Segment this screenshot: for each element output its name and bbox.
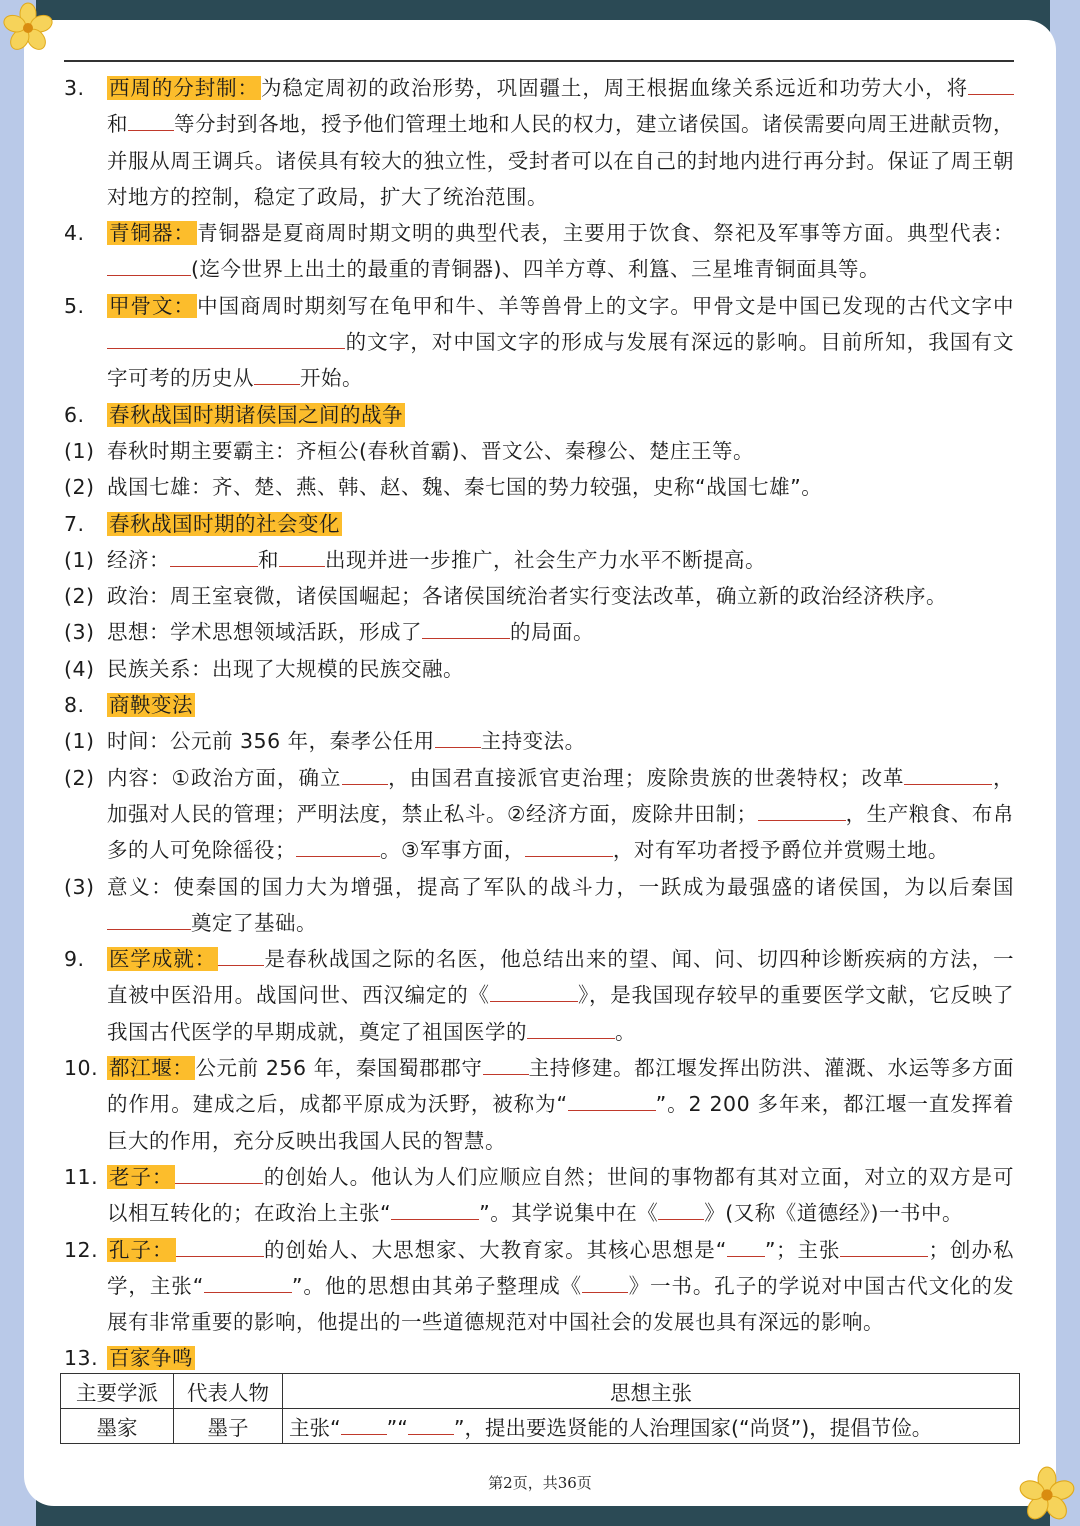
item-8-2 xyxy=(64,760,1014,869)
table-cell-school: 墨家 xyxy=(61,1409,174,1444)
item-number: (4) xyxy=(64,656,95,681)
fill-blank[interactable] xyxy=(582,1271,628,1293)
item-number: (3) xyxy=(64,874,95,899)
item-number: 7. xyxy=(64,511,85,536)
schools-table xyxy=(60,1373,1020,1444)
item-text: 。③军事方面， xyxy=(380,838,525,863)
table-header: 思想主张 xyxy=(283,1374,1020,1409)
item-text: 和 xyxy=(107,112,128,137)
item-text: 和 xyxy=(258,547,279,572)
item-text: 为稳定周初的政治形势，巩固疆土，周王根据血缘关系远近和功劳大小，将 xyxy=(260,76,969,100)
item-heading: 医学成就： xyxy=(109,947,217,972)
item-heading: 西周的分封制： xyxy=(109,76,259,100)
item-text: 公元前 256 年，秦国蜀郡郡守 xyxy=(195,1056,483,1081)
item-13 xyxy=(64,1340,1014,1376)
item-number: (2) xyxy=(64,584,95,609)
item-text: 出现并进一步推广，社会生产力水平不断提高。 xyxy=(325,547,766,572)
item-6 xyxy=(64,397,1014,433)
fill-blank[interactable] xyxy=(296,836,380,858)
cell-text: ”“ xyxy=(386,1416,408,1440)
fill-blank[interactable] xyxy=(422,618,510,640)
item-7 xyxy=(64,506,1014,542)
item-6-2 xyxy=(64,469,1014,505)
item-number: (1) xyxy=(64,547,95,572)
item-text: 是春秋战国之际的名医，他总结出来的望、闻、问、切四种诊断疾病的方法，一直被中医沿用。战国问世、西汉编定的《 xyxy=(107,947,1014,1008)
item-number: (2) xyxy=(64,765,95,790)
item-heading: 甲骨文： xyxy=(109,293,196,318)
fill-blank[interactable] xyxy=(107,328,345,350)
fill-blank[interactable] xyxy=(279,545,325,567)
item-heading: 都江堰： xyxy=(109,1056,194,1081)
fill-blank[interactable] xyxy=(525,836,613,858)
fill-blank[interactable] xyxy=(176,1235,264,1257)
fill-blank[interactable] xyxy=(840,1235,928,1257)
item-12 xyxy=(64,1232,1014,1341)
item-number: 12. xyxy=(64,1237,99,1262)
fill-blank[interactable] xyxy=(435,727,481,749)
fill-blank[interactable] xyxy=(568,1090,656,1112)
item-7-2 xyxy=(64,578,1014,614)
fill-blank[interactable] xyxy=(968,74,1014,96)
fill-blank[interactable] xyxy=(490,981,578,1003)
item-number: 3. xyxy=(64,76,85,100)
fill-blank[interactable] xyxy=(527,1017,615,1039)
item-text: 青铜器是夏商周时期文明的典型代表，主要用于饮食、祭祀及军事等方面。典型代表： xyxy=(197,221,1015,246)
fill-blank[interactable] xyxy=(254,364,300,386)
item-number: 9. xyxy=(64,947,85,972)
table-header: 主要学派 xyxy=(61,1374,174,1409)
section-heading: 春秋战国时期诸侯国之间的战争 xyxy=(109,402,403,427)
item-text: 奠定了基础。 xyxy=(191,910,317,935)
item-text: 的局面。 xyxy=(510,620,594,645)
item-9 xyxy=(64,941,1014,1050)
item-7-1 xyxy=(64,542,1014,578)
section-heading: 商鞅变法 xyxy=(109,693,193,718)
item-text: 中国商周时期刻写在龟甲和牛、羊等兽骨上的文字。甲骨文是中国已发现的古代文字中 xyxy=(197,293,1015,318)
fill-blank[interactable] xyxy=(483,1054,529,1076)
flower-decoration-top-left xyxy=(2,2,54,54)
table-header-row xyxy=(61,1374,1020,1409)
item-text: 政治：周王室衰微，诸侯国崛起；各诸侯国统治者实行变法改革，确立新的政治经济秩序。 xyxy=(107,584,947,609)
item-text: 民族关系：出现了大规模的民族交融。 xyxy=(107,656,464,681)
item-text: 开始。 xyxy=(300,366,363,391)
item-text: 的文字，对中国文字的形成与发展有深远的影响。目前所知，我国有文字可考的历史从 xyxy=(107,330,1014,391)
item-text: ，生产粮食、布帛多的人可免除徭役； xyxy=(107,801,1014,863)
item-text: ；创办私学，主张“ xyxy=(107,1237,1015,1298)
item-text: ，由国君直接派官吏治理；废除贵族的世袭特权；改革 xyxy=(387,765,905,790)
item-heading: 青铜器： xyxy=(109,221,196,246)
fill-blank[interactable] xyxy=(218,945,264,967)
fill-blank[interactable] xyxy=(408,1414,454,1436)
item-text: 等分封到各地，授予他们管理土地和人民的权力，建立诸侯国。诸侯需要向周王进献贡物，并服从周王调兵。诸侯具有较大的独立性，受封者可以在自己的封地内进行再分封。保证了周王朝对地方的控制，稳定了政局，扩大了统治范围。 xyxy=(107,112,1014,209)
item-text: ”。2 200 多年来，都江堰一直发挥着巨大的作用，充分反映出我国人民的智慧。 xyxy=(107,1092,1014,1153)
item-text: 的创始人。他认为人们应顺应自然；世间的事物都有其对立面，对立的双方是可以相互转化的；在政治上主张“ xyxy=(107,1164,1014,1226)
table-row xyxy=(61,1409,1020,1444)
item-3 xyxy=(64,70,1014,215)
header-rule xyxy=(64,60,1014,62)
item-11 xyxy=(64,1159,1014,1232)
item-text: 》一书。孔子的学说对中国古代文化的发展有非常重要的影响，他提出的一些道德规范对中国社会的发展也具有深远的影响。 xyxy=(107,1273,1014,1335)
item-text: 》(又称《道德经》)一书中。 xyxy=(704,1201,963,1226)
item-number: 11. xyxy=(64,1164,99,1189)
table-cell-idea xyxy=(283,1409,1020,1444)
fill-blank[interactable] xyxy=(107,255,191,277)
fill-blank[interactable] xyxy=(204,1271,292,1293)
item-text: 时间：公元前 356 年，秦孝公任用 xyxy=(107,729,435,754)
fill-blank[interactable] xyxy=(758,799,846,821)
item-text: ”。他的思想由其弟子整理成《 xyxy=(291,1273,583,1298)
item-text: 主持修建。都江堰发挥出防洪、灌溉、水运等多方面的作用。建成之后，成都平原成为沃野，被称为“ xyxy=(107,1056,1015,1117)
item-number: 4. xyxy=(64,221,85,246)
fill-blank[interactable] xyxy=(170,545,258,567)
cell-text: ”，提出要选贤能的人治理国家(“尚贤”)，提倡节俭。 xyxy=(453,1416,933,1440)
item-number: (2) xyxy=(64,475,95,500)
item-text: 主持变法。 xyxy=(480,729,586,754)
item-text: ，加强对人民的管理；严明法度，禁止私斗。②经济方面，废除井田制； xyxy=(107,765,1015,826)
item-heading: 老子： xyxy=(109,1164,174,1189)
item-text: 战国七雄：齐、楚、燕、韩、赵、魏、秦七国的势力较强，史称“战国七雄”。 xyxy=(107,475,823,500)
item-6-1 xyxy=(64,433,1014,469)
fill-blank[interactable] xyxy=(658,1199,704,1221)
item-text: ”。其学说集中在《 xyxy=(479,1201,659,1226)
item-text: ，对有军功者授予爵位并赏赐土地。 xyxy=(612,838,949,863)
item-text: 思想：学术思想领域活跃，形成了 xyxy=(107,620,422,645)
item-text: 经济： xyxy=(107,547,170,572)
item-7-3 xyxy=(64,614,1014,650)
item-number: (3) xyxy=(64,620,95,645)
fill-blank[interactable] xyxy=(128,110,174,132)
section-heading: 百家争鸣 xyxy=(109,1346,193,1371)
item-number: 13. xyxy=(64,1346,99,1371)
table-cell-person: 墨子 xyxy=(174,1409,283,1444)
section-heading: 春秋战国时期的社会变化 xyxy=(109,511,340,536)
item-number: 6. xyxy=(64,402,85,427)
fill-blank[interactable] xyxy=(341,1414,387,1436)
item-text: 》，是我国现存较早的重要医学文献，它反映了我国古代医学的早期成就，奠定了祖国医学的 xyxy=(107,983,1015,1044)
fill-blank[interactable] xyxy=(391,1199,479,1221)
item-text: 内容：①政治方面，确立 xyxy=(107,765,342,790)
fill-blank[interactable] xyxy=(342,763,388,785)
cell-text: 主张“ xyxy=(289,1416,341,1440)
item-heading: 孔子： xyxy=(109,1237,174,1262)
item-text: ”；主张 xyxy=(764,1237,841,1262)
item-text: 意义：使秦国的国力大为增强，提高了军队的战斗力，一跃成为最强盛的诸侯国，为以后秦国 xyxy=(107,874,1014,899)
item-text: 春秋时期主要霸主：齐桓公(春秋首霸)、晋文公、秦穆公、楚庄王等。 xyxy=(107,438,754,463)
item-number: 8. xyxy=(64,693,85,718)
item-10 xyxy=(64,1050,1014,1159)
item-5 xyxy=(64,288,1014,397)
page-number-footer: 第2页，共36页 xyxy=(488,1474,592,1492)
item-4 xyxy=(64,215,1014,288)
item-number: (1) xyxy=(64,438,95,463)
table-header: 代表人物 xyxy=(174,1374,283,1409)
fill-blank[interactable] xyxy=(727,1235,765,1257)
item-number: 10. xyxy=(64,1056,99,1081)
item-7-4 xyxy=(64,651,1014,687)
item-text: 的创始人、大思想家、大教育家。其核心思想是“ xyxy=(263,1237,727,1262)
item-text: 。 xyxy=(615,1019,636,1044)
item-8-3 xyxy=(64,869,1014,942)
item-number: 5. xyxy=(64,293,85,318)
fill-blank[interactable] xyxy=(904,763,992,785)
fill-blank[interactable] xyxy=(175,1162,263,1184)
item-8-1 xyxy=(64,723,1014,759)
item-number: (1) xyxy=(64,729,95,754)
fill-blank[interactable] xyxy=(107,908,191,930)
document-body xyxy=(64,70,1014,1377)
item-text: (迄今世界上出土的最重的青铜器)、四羊方尊、利簋、三星堆青铜面具等。 xyxy=(191,257,880,282)
item-8 xyxy=(64,687,1014,723)
